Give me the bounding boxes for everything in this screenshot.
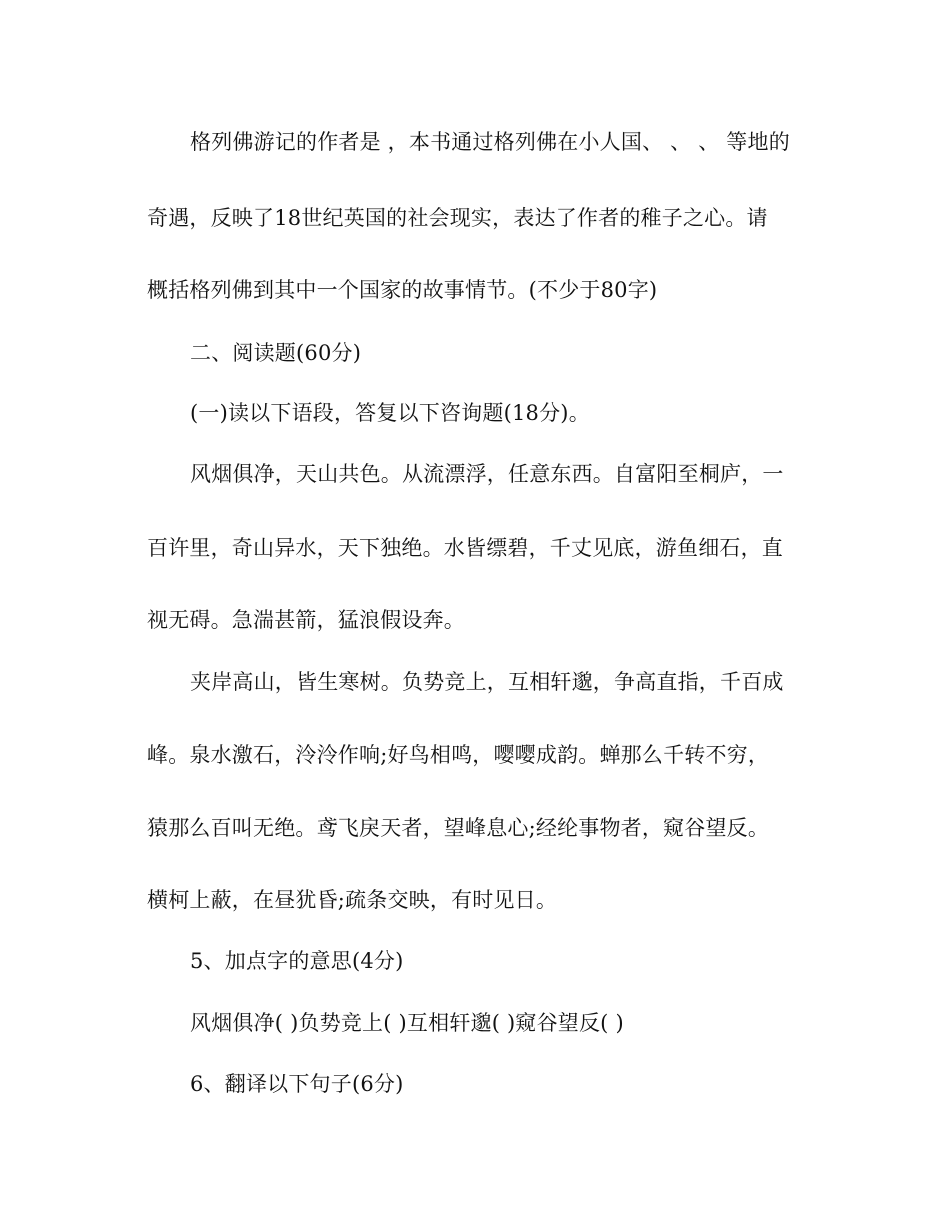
passage-para1-line-3: 视无碍。急湍甚箭，猛浪假设奔。 [147,608,465,632]
question-prompt-line-2: 奇遇，反映了18世纪英国的社会现实，表达了作者的稚子之心。请 [147,206,768,230]
passage-para2-line-3: 猿那么百叫无绝。鸢飞戾天者，望峰息心;经纶事物者，窥谷望反。 [147,816,770,840]
passage-para1-line-2: 百许里，奇山异水，天下独绝。水皆缥碧，千丈见底，游鱼细石，直 [147,536,783,560]
question-prompt-line-3: 概括格列佛到其中一个国家的故事情节。(不少于80字) [147,278,658,302]
question-5-heading: 5、加点字的意思(4分) [190,949,404,973]
question-5-items: 风烟俱净( )负势竞上( )互相轩邈( )窥谷望反( ) [190,1011,624,1035]
subsection-heading: (一)读以下语段，答复以下咨询题(18分)。 [190,401,590,425]
passage-para2-line-2: 峰。泉水激石，泠泠作响;好鸟相鸣，嘤嘤成韵。蝉那么千转不穷， [147,743,770,767]
passage-para2-line-4: 横柯上蔽，在昼犹昏;疏条交映，有时见日。 [147,888,558,912]
section-heading-reading: 二、阅读题(60分) [190,341,362,365]
question-prompt-line-1: 格列佛游记的作者是 ，本书通过格列佛在小人国、 、 、 等地的 [190,130,790,154]
question-6-heading: 6、翻译以下句子(6分) [190,1072,404,1096]
passage-para1-line-1: 风烟俱净，天山共色。从流漂浮，任意东西。自富阳至桐庐，一 [190,462,784,486]
passage-para2-line-1: 夹岸高山，皆生寒树。负势竞上，互相轩邈，争高直指，千百成 [190,670,784,694]
